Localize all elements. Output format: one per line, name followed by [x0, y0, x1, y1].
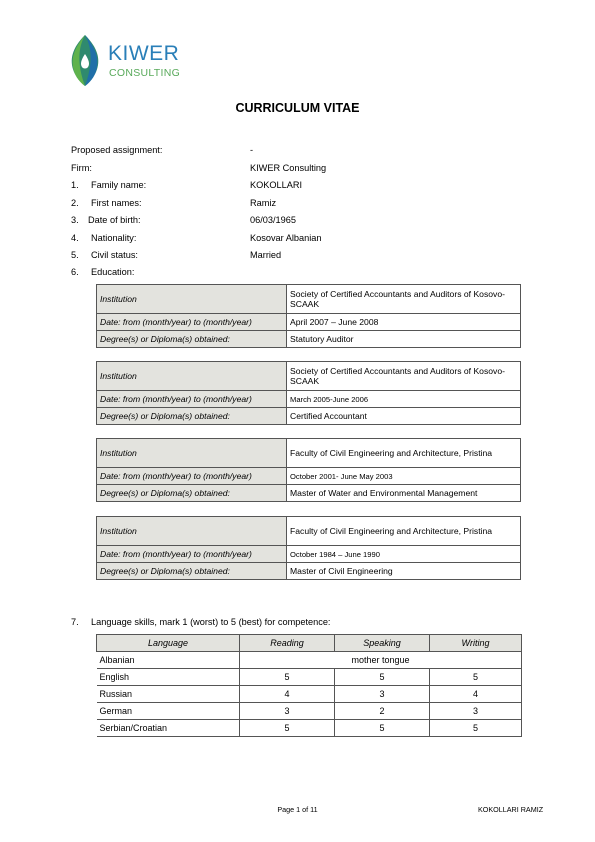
field-label: Proposed assignment:	[71, 145, 163, 155]
column-header: Reading	[240, 635, 335, 652]
table-row	[97, 563, 521, 580]
education-table	[96, 361, 521, 425]
date-label: Date: from (month/year) to (month/year)	[97, 314, 287, 331]
field-number: 3.	[71, 215, 79, 225]
logo-brand: KIWER	[108, 42, 180, 65]
reading-score: 3	[240, 703, 335, 720]
table-header-row	[97, 635, 522, 652]
institution-label: Institution	[97, 439, 287, 468]
degree-label: Degree(s) or Diploma(s) obtained:	[97, 408, 287, 425]
field-value: KIWER Consulting	[250, 163, 327, 173]
section-number: 7.	[71, 617, 79, 627]
education-table	[96, 516, 521, 580]
degree-label: Degree(s) or Diploma(s) obtained:	[97, 563, 287, 580]
reading-score: 5	[240, 720, 335, 737]
field-label: Firm:	[71, 163, 92, 173]
table-row	[97, 391, 521, 408]
language-name: Russian	[97, 686, 240, 703]
kiwer-logo	[68, 34, 193, 89]
language-note: mother tongue	[240, 652, 522, 669]
section-title: Language skills, mark 1 (worst) to 5 (best) for competence:	[91, 617, 331, 627]
education-table	[96, 438, 521, 502]
page-number: Page 1 of 11	[277, 805, 318, 814]
reading-score: 4	[240, 686, 335, 703]
date-value: October 2001- June May 2003	[287, 468, 521, 485]
field-value: -	[250, 145, 254, 155]
degree-value: Certified Accountant	[287, 408, 521, 425]
field-label: Civil status:	[91, 250, 138, 260]
table-row	[97, 314, 521, 331]
column-header: Language	[97, 635, 240, 652]
field-value: Kosovar Albanian	[250, 233, 322, 243]
language-table	[96, 634, 522, 737]
table-row	[97, 285, 521, 314]
speaking-score: 2	[335, 703, 430, 720]
field-value: Married	[250, 250, 282, 260]
table-row	[97, 720, 522, 737]
field-label: Education:	[91, 267, 135, 277]
field-label: Nationality:	[91, 233, 137, 243]
language-name: English	[97, 669, 240, 686]
field-value: 06/03/1965	[250, 215, 296, 225]
date-label: Date: from (month/year) to (month/year)	[97, 546, 287, 563]
degree-label: Degree(s) or Diploma(s) obtained:	[97, 331, 287, 348]
language-heading	[71, 617, 331, 627]
degree-value: Statutory Auditor	[287, 331, 521, 348]
reading-score: 5	[240, 669, 335, 686]
table-row	[97, 331, 521, 348]
field-number: 4.	[71, 233, 79, 243]
field-label: First names:	[91, 198, 142, 208]
field-number: 6.	[71, 267, 79, 277]
column-header: Writing	[430, 635, 522, 652]
language-name: Albanian	[97, 652, 240, 669]
writing-score: 5	[430, 669, 522, 686]
writing-score: 5	[430, 720, 522, 737]
language-name: Serbian/Croatian	[97, 720, 240, 737]
institution-value: Society of Certified Accountants and Auditors of Kosovo-SCAAK	[287, 285, 521, 314]
date-label: Date: from (month/year) to (month/year)	[97, 391, 287, 408]
table-row	[97, 669, 522, 686]
degree-value: Master of Water and Environmental Management	[287, 485, 521, 502]
writing-score: 3	[430, 703, 522, 720]
institution-label: Institution	[97, 517, 287, 546]
speaking-score: 3	[335, 686, 430, 703]
language-name: German	[97, 703, 240, 720]
education-table	[96, 284, 521, 348]
institution-label: Institution	[97, 362, 287, 391]
field-number: 2.	[71, 198, 79, 208]
field-label: Date of birth:	[88, 215, 141, 225]
degree-label: Degree(s) or Diploma(s) obtained:	[97, 485, 287, 502]
date-label: Date: from (month/year) to (month/year)	[97, 468, 287, 485]
page-title: CURRICULUM VITAE	[235, 101, 360, 115]
footer-name: KOKOLLARI RAMIZ	[478, 805, 544, 814]
institution-value: Society of Certified Accountants and Auditors of Kosovo-SCAAK	[287, 362, 521, 391]
table-row	[97, 362, 521, 391]
table-row	[97, 703, 522, 720]
table-row	[97, 686, 522, 703]
table-row	[97, 468, 521, 485]
table-row	[97, 485, 521, 502]
date-value: April 2007 – June 2008	[287, 314, 521, 331]
table-row	[97, 546, 521, 563]
writing-score: 4	[430, 686, 522, 703]
table-row	[97, 517, 521, 546]
field-number: 1.	[71, 180, 79, 190]
speaking-score: 5	[335, 669, 430, 686]
date-value: October 1984 – June 1990	[287, 546, 521, 563]
institution-label: Institution	[97, 285, 287, 314]
column-header: Speaking	[335, 635, 430, 652]
leaf-logo-icon	[68, 34, 102, 88]
field-value: KOKOLLARI	[250, 180, 303, 190]
field-label: Family name:	[91, 180, 147, 190]
institution-value: Faculty of Civil Engineering and Architecture, Pristina	[287, 439, 521, 468]
table-row	[97, 652, 522, 669]
field-value: Ramiz	[250, 198, 277, 208]
table-row	[97, 408, 521, 425]
field-number: 5.	[71, 250, 79, 260]
institution-value: Faculty of Civil Engineering and Architecture, Pristina	[287, 517, 521, 546]
speaking-score: 5	[335, 720, 430, 737]
degree-value: Master of Civil Engineering	[287, 563, 521, 580]
table-row	[97, 439, 521, 468]
logo-subtitle: CONSULTING	[109, 67, 181, 79]
date-value: March 2005-June 2006	[287, 391, 521, 408]
